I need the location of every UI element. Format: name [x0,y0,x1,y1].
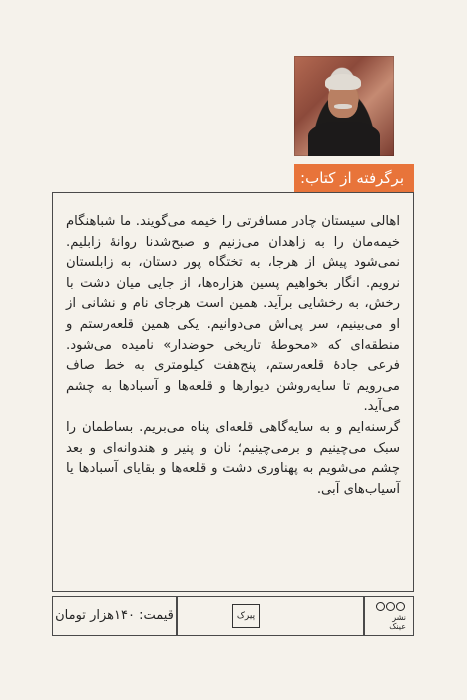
excerpt-paragraph: اهالی سیستان چادر مسافرتی را خیمه می‌گویند. ما شباهنگام خیمه‌مان را به زاهدان می‌زنیم و صبح‌شدنا روانهٔ زابلیم. نمی‌شود پیش از هرجا، به تختگاه پور دستان، به زابلستان نرویم. انگار بخواهیم پسین هزاره‌ها، از جایی میان دشت با رخش، به رخشایی برآید. همین است هرجای نام و نشانی از او می‌بینیم، سر پی‌اش می‌دوانیم. یکی همین قلعه‌رستم و منطقه‌ای که «محوطهٔ تاریخی حوضدار» نامیده می‌شود. فرعی جادهٔ قلعه‌رستم، پنج‌هفت کیلومتری به خط صاف می‌رویم تا سایه‌روشن دیوارها و قلعه‌ها و آسبادها به چشم می‌آید. [66,214,400,415]
excerpt-paragraph: گرسنه‌ایم و به سایه‌گاهی قلعه‌ای پناه می‌بریم. بساطمان را سبک می‌چینیم و برمی‌چینیم؛ نان و پنیر و هندوانه‌ای و بعد چشم می‌شویم به پهناوری دشت و قلعه‌ها و بقایای آسبادها یا آسیاب‌های آبی. [66,419,400,497]
publisher-logo-text: پیرک [236,610,256,621]
rings-icon [376,602,405,611]
publisher-logo [232,604,260,628]
imprint-logo-text: نشر عینک [389,612,406,631]
author-photo [294,56,394,156]
price-text: قیمت: ۱۴۰هزار تومان [55,608,174,623]
footer-divider [363,597,365,635]
imprint-logo [374,601,406,631]
excerpt-text [66,212,400,500]
excerpt-label: برگرفته از کتاب: [294,164,414,192]
